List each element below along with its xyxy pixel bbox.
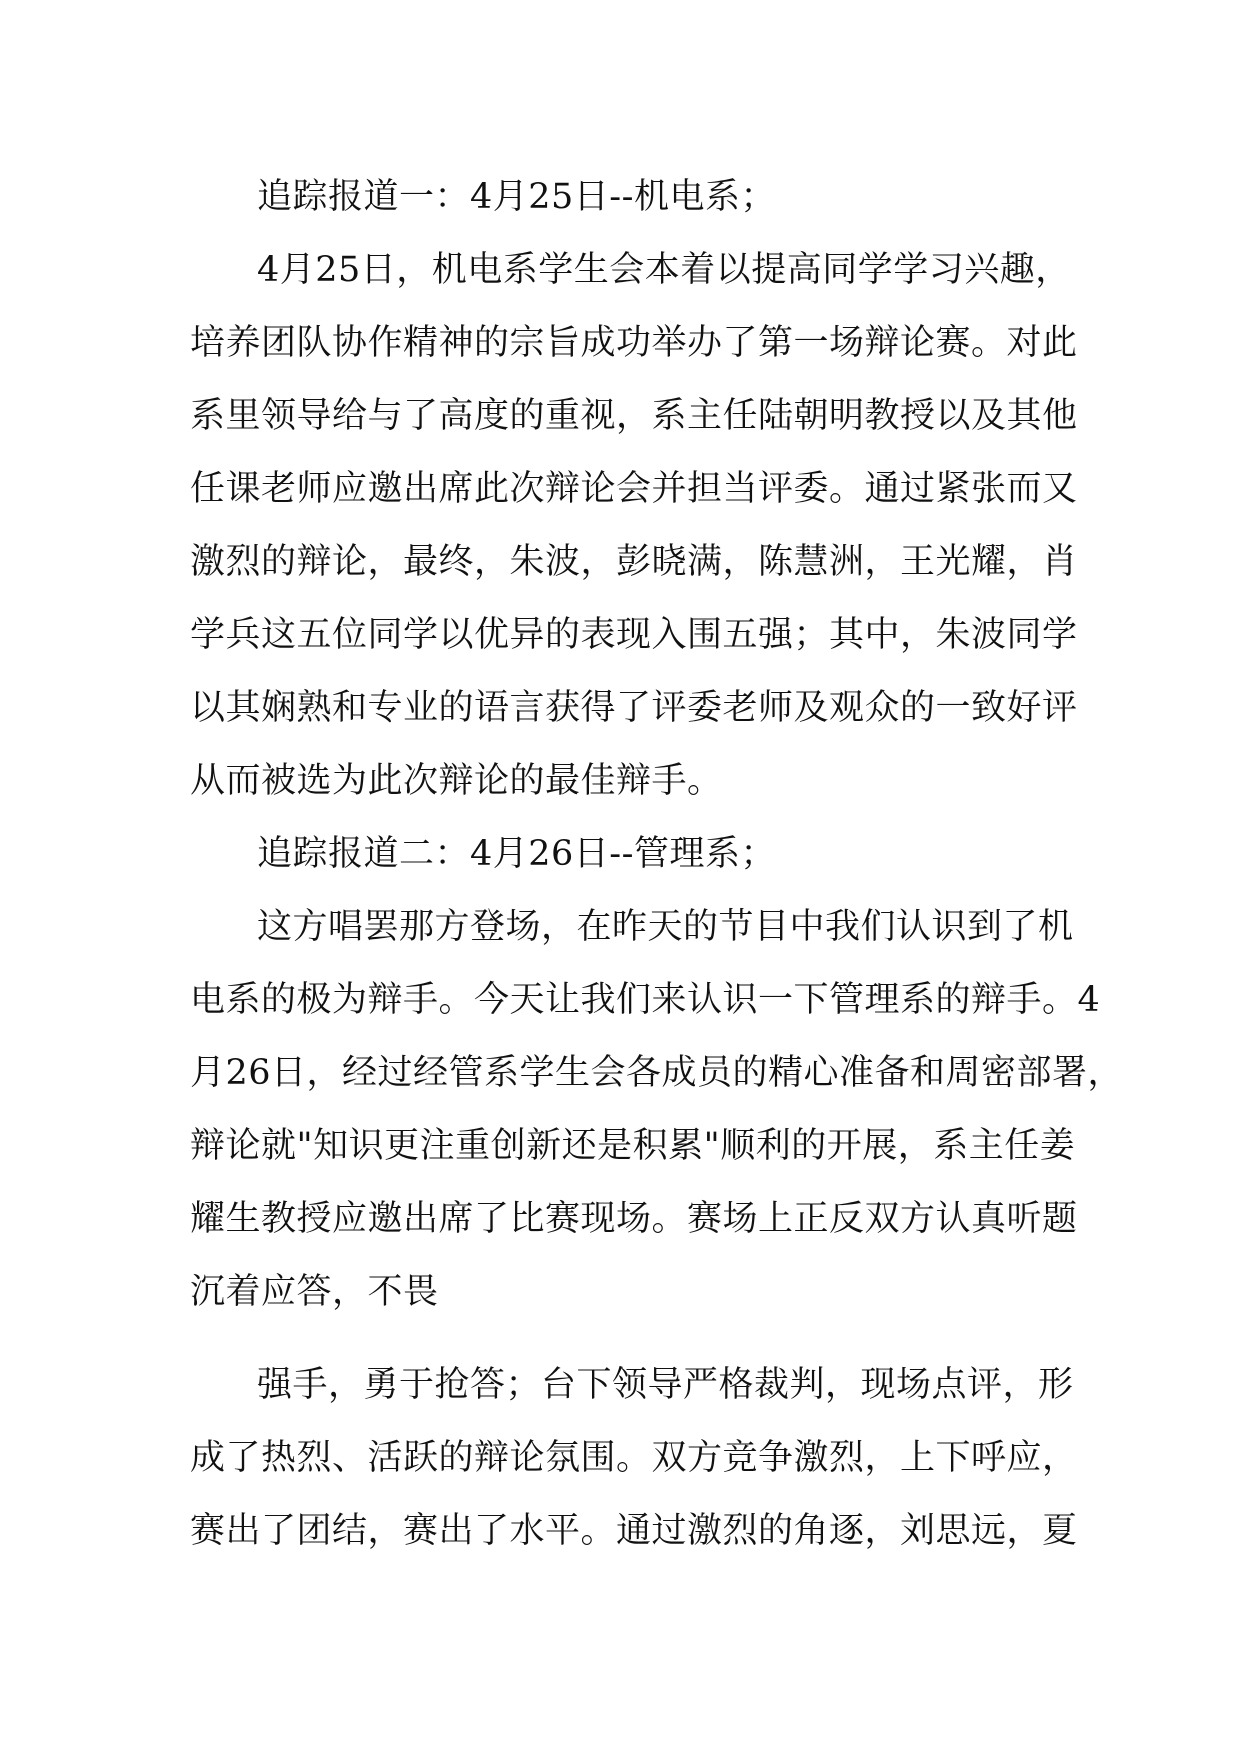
paragraph-line: 学兵这五位同学以优异的表现入围五强；其中，朱波同学	[190, 615, 1078, 655]
paragraph-line: 沉着应答，不畏	[190, 1272, 439, 1312]
paragraph-line: 以其娴熟和专业的语言获得了评委老师及观众的一致好评	[190, 688, 1078, 728]
paragraph-line: 这方唱罢那方登场，在昨天的节目中我们认识到了机	[257, 907, 1074, 947]
paragraph-line: 辩论就"知识更注重创新还是积累"顺利的开展，系主任姜	[190, 1126, 1076, 1166]
section-heading-2: 追踪报道二：4月26日--管理系；	[257, 834, 776, 874]
paragraph-line: 赛出了团结，赛出了水平。通过激烈的角逐，刘思远，夏	[190, 1511, 1078, 1551]
paragraph-line: 激烈的辩论，最终，朱波，彭晓满，陈慧洲，王光耀，肖	[190, 542, 1078, 582]
paragraph-line: 月26日，经过经管系学生会各成员的精心准备和周密部署，	[190, 1053, 1124, 1093]
paragraph-line: 系里领导给与了高度的重视，系主任陆朝明教授以及其他	[190, 396, 1078, 436]
paragraph-line: 电系的极为辩手。今天让我们来认识一下管理系的辩手。4	[190, 980, 1101, 1020]
paragraph-line: 成了热烈、活跃的辩论氛围。双方竞争激烈，上下呼应，	[190, 1438, 1078, 1478]
paragraph-line: 从而被选为此次辩论的最佳辩手。	[190, 761, 723, 801]
paragraph-line: 培养团队协作精神的宗旨成功举办了第一场辩论赛。对此	[190, 323, 1078, 363]
paragraph-line: 强手，勇于抢答；台下领导严格裁判，现场点评，形	[257, 1365, 1074, 1405]
paragraph-line: 4月25日，机电系学生会本着以提高同学学习兴趣，	[257, 250, 1071, 290]
section-heading-1: 追踪报道一：4月25日--机电系；	[257, 177, 776, 217]
paragraph-line: 耀生教授应邀出席了比赛现场。赛场上正反双方认真听题	[190, 1199, 1078, 1239]
paragraph-line: 任课老师应邀出席此次辩论会并担当评委。通过紧张而又	[190, 469, 1078, 509]
